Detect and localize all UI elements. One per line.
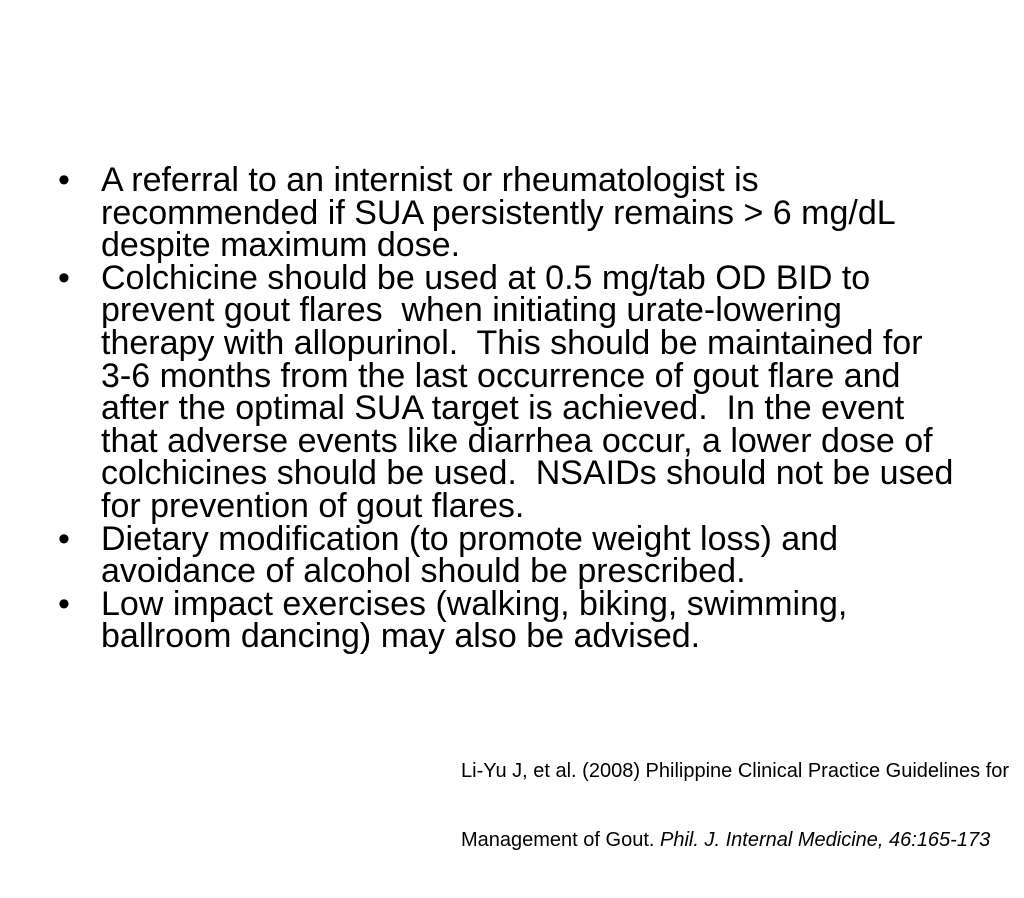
bullet-line: for prevention of gout flares. bbox=[101, 486, 525, 525]
citation-line-2 bbox=[461, 829, 1009, 852]
citation bbox=[461, 714, 1009, 898]
bullet-line: colchicines should be used. NSAIDs should not be used bbox=[101, 454, 954, 493]
bullet-item-colchicine bbox=[0, 258, 1024, 525]
bullet-dot: • bbox=[58, 519, 70, 558]
bullet-text bbox=[101, 584, 1024, 656]
bullet-item-diet bbox=[0, 519, 1024, 591]
bullet-item-referral bbox=[0, 161, 1024, 265]
bullet-line: avoidance of alcohol should be prescribed. bbox=[101, 552, 746, 591]
bullet-text bbox=[101, 161, 1024, 265]
bullet-line: Low impact exercises (walking, biking, swimming, bbox=[101, 584, 848, 623]
bullet-line: prevent gout flares when initiating urate-lowering bbox=[101, 291, 842, 330]
bullet-dot: • bbox=[58, 584, 70, 623]
bullet-text bbox=[101, 519, 1024, 591]
bullet-dot: • bbox=[58, 161, 70, 199]
bullet-line: that adverse events like diarrhea occur, a lower dose of bbox=[101, 421, 933, 460]
bullet-line: despite maximum dose. bbox=[101, 226, 461, 265]
bullet-line: Colchicine should be used at 0.5 mg/tab OD BID to bbox=[101, 258, 871, 297]
citation-journal: Phil. J. Internal Medicine, 46:165-173 bbox=[660, 829, 991, 851]
citation-line-1: Li-Yu J, et al. (2008) Philippine Clinical Practice Guidelines for bbox=[461, 760, 1010, 782]
bullet-line: 3-6 months from the last occurrence of gout flare and bbox=[101, 356, 901, 395]
citation-title: Management of Gout. bbox=[461, 829, 661, 851]
bullet-list bbox=[0, 161, 1024, 656]
bullet-line: ballroom dancing) may also be advised. bbox=[101, 617, 701, 656]
bullet-item-exercise bbox=[0, 584, 1024, 656]
bullet-line: Dietary modification (to promote weight loss) and bbox=[101, 519, 838, 558]
bullet-line: after the optimal SUA target is achieved. In the event bbox=[101, 389, 905, 428]
bullet-text bbox=[101, 258, 1024, 525]
bullet-line: therapy with allopurinol. This should be maintained for bbox=[101, 323, 923, 362]
bullet-line: recommended if SUA persistently remains > 6 mg/dL bbox=[101, 193, 896, 232]
bullet-dot: • bbox=[58, 258, 70, 297]
bullet-line: A referral to an internist or rheumatologist is bbox=[101, 161, 759, 199]
